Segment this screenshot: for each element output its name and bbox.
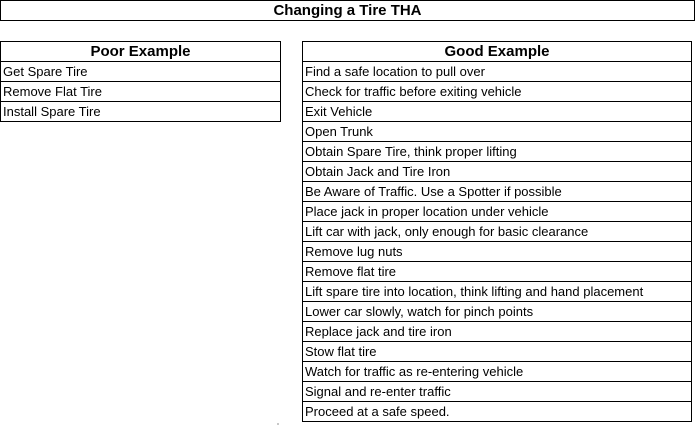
table-cell: Exit Vehicle [303, 102, 692, 122]
table-cell: Proceed at a safe speed. [303, 402, 692, 422]
table-cell: Obtain Jack and Tire Iron [303, 162, 692, 182]
table-cell: Check for traffic before exiting vehicle [303, 82, 692, 102]
table-cell: Remove Flat Tire [1, 82, 281, 102]
table-row [303, 102, 692, 122]
poor-example-table [0, 41, 281, 122]
table-cell: Obtain Spare Tire, think proper lifting [303, 142, 692, 162]
table-row [303, 222, 692, 242]
table-cell: Signal and re-enter traffic [303, 382, 692, 402]
stray-dot [277, 423, 279, 425]
table-cell: Be Aware of Traffic. Use a Spotter if possible [303, 182, 692, 202]
table-cell: Watch for traffic as re-entering vehicle [303, 362, 692, 382]
table-header-row [1, 42, 281, 62]
table-row [303, 402, 692, 422]
table-cell: Lift spare tire into location, think lifting and hand placement [303, 282, 692, 302]
table-row [303, 182, 692, 202]
table-row [303, 202, 692, 222]
table-cell: Open Trunk [303, 122, 692, 142]
table-row [303, 342, 692, 362]
table-row [303, 262, 692, 282]
table-cell: Lower car slowly, watch for pinch points [303, 302, 692, 322]
table-row [1, 102, 281, 122]
table-row [303, 122, 692, 142]
table-row [303, 242, 692, 262]
good-example-header: Good Example [303, 42, 692, 62]
table-row [303, 322, 692, 342]
table-row [303, 382, 692, 402]
table-row [303, 302, 692, 322]
table-cell: Get Spare Tire [1, 62, 281, 82]
table-cell: Place jack in proper location under vehicle [303, 202, 692, 222]
page-title: Changing a Tire THA [0, 0, 695, 21]
table-row [303, 362, 692, 382]
good-example-table [302, 41, 692, 422]
table-header-row [303, 42, 692, 62]
poor-example-header: Poor Example [1, 42, 281, 62]
table-row [303, 282, 692, 302]
table-row [303, 82, 692, 102]
table-cell: Install Spare Tire [1, 102, 281, 122]
table-cell: Stow flat tire [303, 342, 692, 362]
table-row [1, 82, 281, 102]
table-row [303, 162, 692, 182]
table-row [303, 142, 692, 162]
table-cell: Find a safe location to pull over [303, 62, 692, 82]
table-cell: Replace jack and tire iron [303, 322, 692, 342]
table-cell: Remove lug nuts [303, 242, 692, 262]
table-cell: Remove flat tire [303, 262, 692, 282]
table-row [1, 62, 281, 82]
table-row [303, 62, 692, 82]
table-cell: Lift car with jack, only enough for basic clearance [303, 222, 692, 242]
